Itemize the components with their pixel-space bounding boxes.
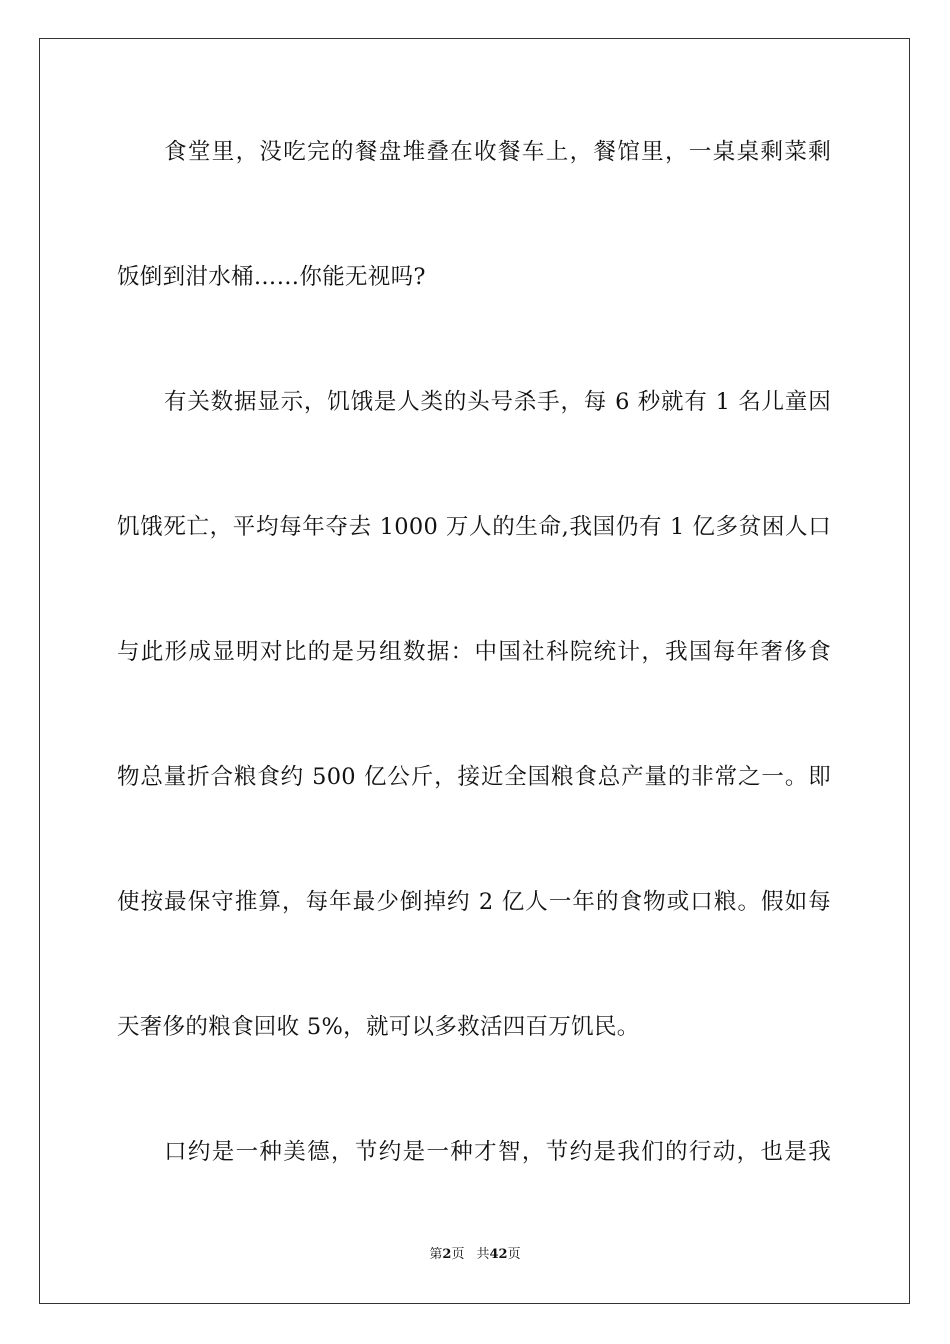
paragraph-1-line-1: 食堂里，没吃完的餐盘堆叠在收餐车上，餐馆里，一桌桌剩菜剩 [164, 139, 831, 165]
page-footer [0, 1246, 950, 1264]
footer-page-number: 2 [442, 1247, 452, 1262]
paragraph-4-line-1: 口约是一种美德，节约是一种才智，节约是我们的行动，也是我 [164, 1139, 831, 1165]
footer-total-pages: 42 [489, 1247, 508, 1262]
paragraph-3-line-4: 天奢侈的粮食回收 5%，就可以多救活四百万饥民。 [117, 1014, 640, 1040]
paragraph-3-line-3: 使按最保守推算，每年最少倒掉约 2 亿人一年的食物或口粮。假如每 [117, 889, 831, 915]
paragraph-1-line-2: 饭倒到泔水桶……你能无视吗? [117, 264, 426, 290]
footer-page-suffix: 页 [451, 1247, 465, 1262]
paragraph-3-line-2: 物总量折合粮食约 500 亿公斤，接近全国粮食总产量的非常之一。即 [117, 764, 831, 790]
paragraph-2-line-1: 有关数据显示，饥饿是人类的头号杀手，每 6 秒就有 1 名儿童因 [164, 389, 831, 415]
paragraph-2-line-2: 饥饿死亡，平均每年夺去 1000 万人的生命,我国仍有 1 亿多贫困人口 [117, 514, 831, 540]
paragraph-3-line-1: 与此形成显明对比的是另组数据：中国社科院统计，我国每年奢侈食 [117, 639, 831, 665]
footer-total-prefix: 共 [476, 1247, 490, 1262]
footer-page-prefix: 第 [429, 1247, 443, 1262]
footer-total-suffix: 页 [507, 1247, 521, 1262]
page-border [39, 38, 910, 1304]
